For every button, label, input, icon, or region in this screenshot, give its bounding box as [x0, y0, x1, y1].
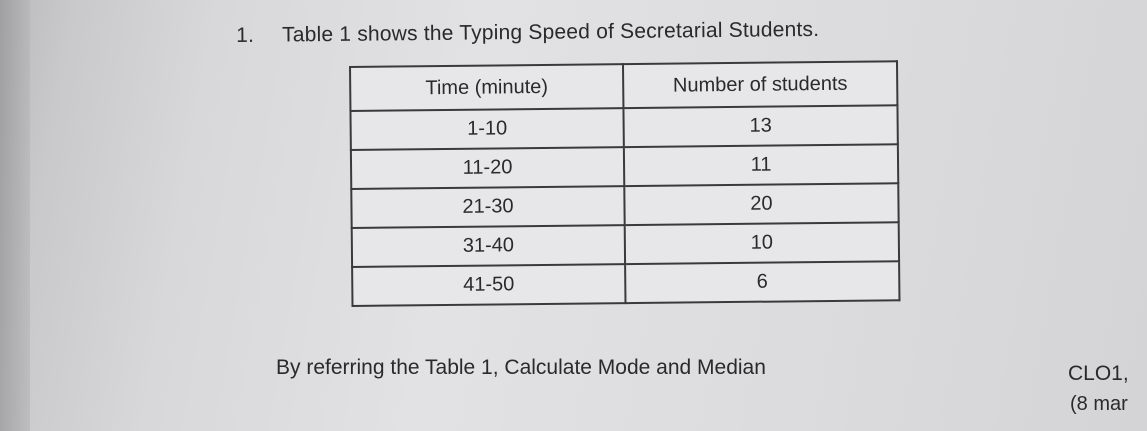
clo-label: CLO1,	[1068, 362, 1129, 385]
header-time: Time (minute)	[350, 64, 623, 111]
cell-time: 21-30	[351, 186, 624, 228]
table-row	[352, 261, 899, 306]
table-row	[351, 183, 898, 228]
page-edge-shadow	[0, 0, 30, 431]
cell-students: 20	[624, 183, 898, 225]
cell-time: 11-20	[351, 147, 624, 189]
table-header-row	[350, 61, 897, 111]
cell-students: 13	[623, 105, 897, 147]
typing-speed-table	[349, 60, 900, 307]
table-row	[351, 144, 898, 189]
cell-students: 11	[624, 144, 898, 186]
marks-label: (8 mar	[1070, 393, 1128, 415]
question-text: Table 1 shows the Typing Speed of Secretarial Students.	[281, 17, 820, 47]
cell-time: 1-10	[350, 108, 623, 150]
table-row	[352, 222, 899, 267]
cell-students: 10	[625, 222, 899, 264]
typing-speed-table-container	[349, 60, 900, 307]
cell-time: 41-50	[352, 264, 625, 306]
cell-students: 6	[625, 261, 899, 303]
question-number: 1.	[236, 23, 255, 47]
cell-time: 31-40	[352, 225, 625, 267]
question-prompt: By referring the Table 1, Calculate Mode and Median	[276, 356, 766, 379]
header-number-of-students: Number of students	[623, 61, 897, 108]
table-row	[350, 105, 897, 150]
